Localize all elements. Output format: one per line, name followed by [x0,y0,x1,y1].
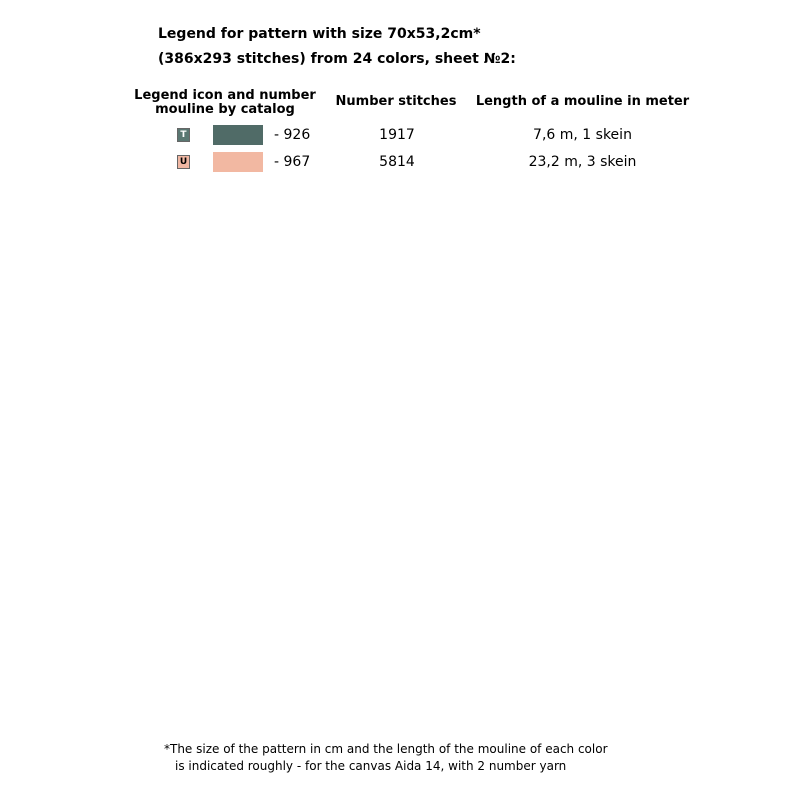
footnote-line-1: *The size of the pattern in cm and the length of the mouline of each color [164,742,608,756]
symbol-icon: T [177,128,190,142]
length-column-header: Length of a mouline in meter [475,94,690,109]
color-swatch [213,152,263,172]
legend-column-header [130,89,320,117]
mouline-code: - 967 [274,154,311,170]
footnote [164,741,608,775]
mouline-code: - 926 [274,127,311,143]
footnote-line-2: is indicated roughly - for the canvas Aida 14, with 2 number yarn [175,759,567,773]
legend-title-line-1: Legend for pattern with size 70x53,2cm* [158,26,481,42]
legend-row [0,125,800,147]
legend-header-line-2: mouline by catalog [155,102,295,117]
legend-header-line-1: Legend icon and number [134,88,316,103]
mouline-length: 23,2 m, 3 skein [528,154,637,170]
stitch-count: 1917 [379,127,415,143]
symbol-icon: U [177,155,190,169]
legend-title-line-2: (386x293 stitches) from 24 colors, sheet №2: [158,51,516,67]
stitches-column-header: Number stitches [335,94,457,109]
legend-row [0,152,800,174]
stitch-count: 5814 [379,154,415,170]
color-swatch [213,125,263,145]
mouline-length: 7,6 m, 1 skein [533,127,632,143]
